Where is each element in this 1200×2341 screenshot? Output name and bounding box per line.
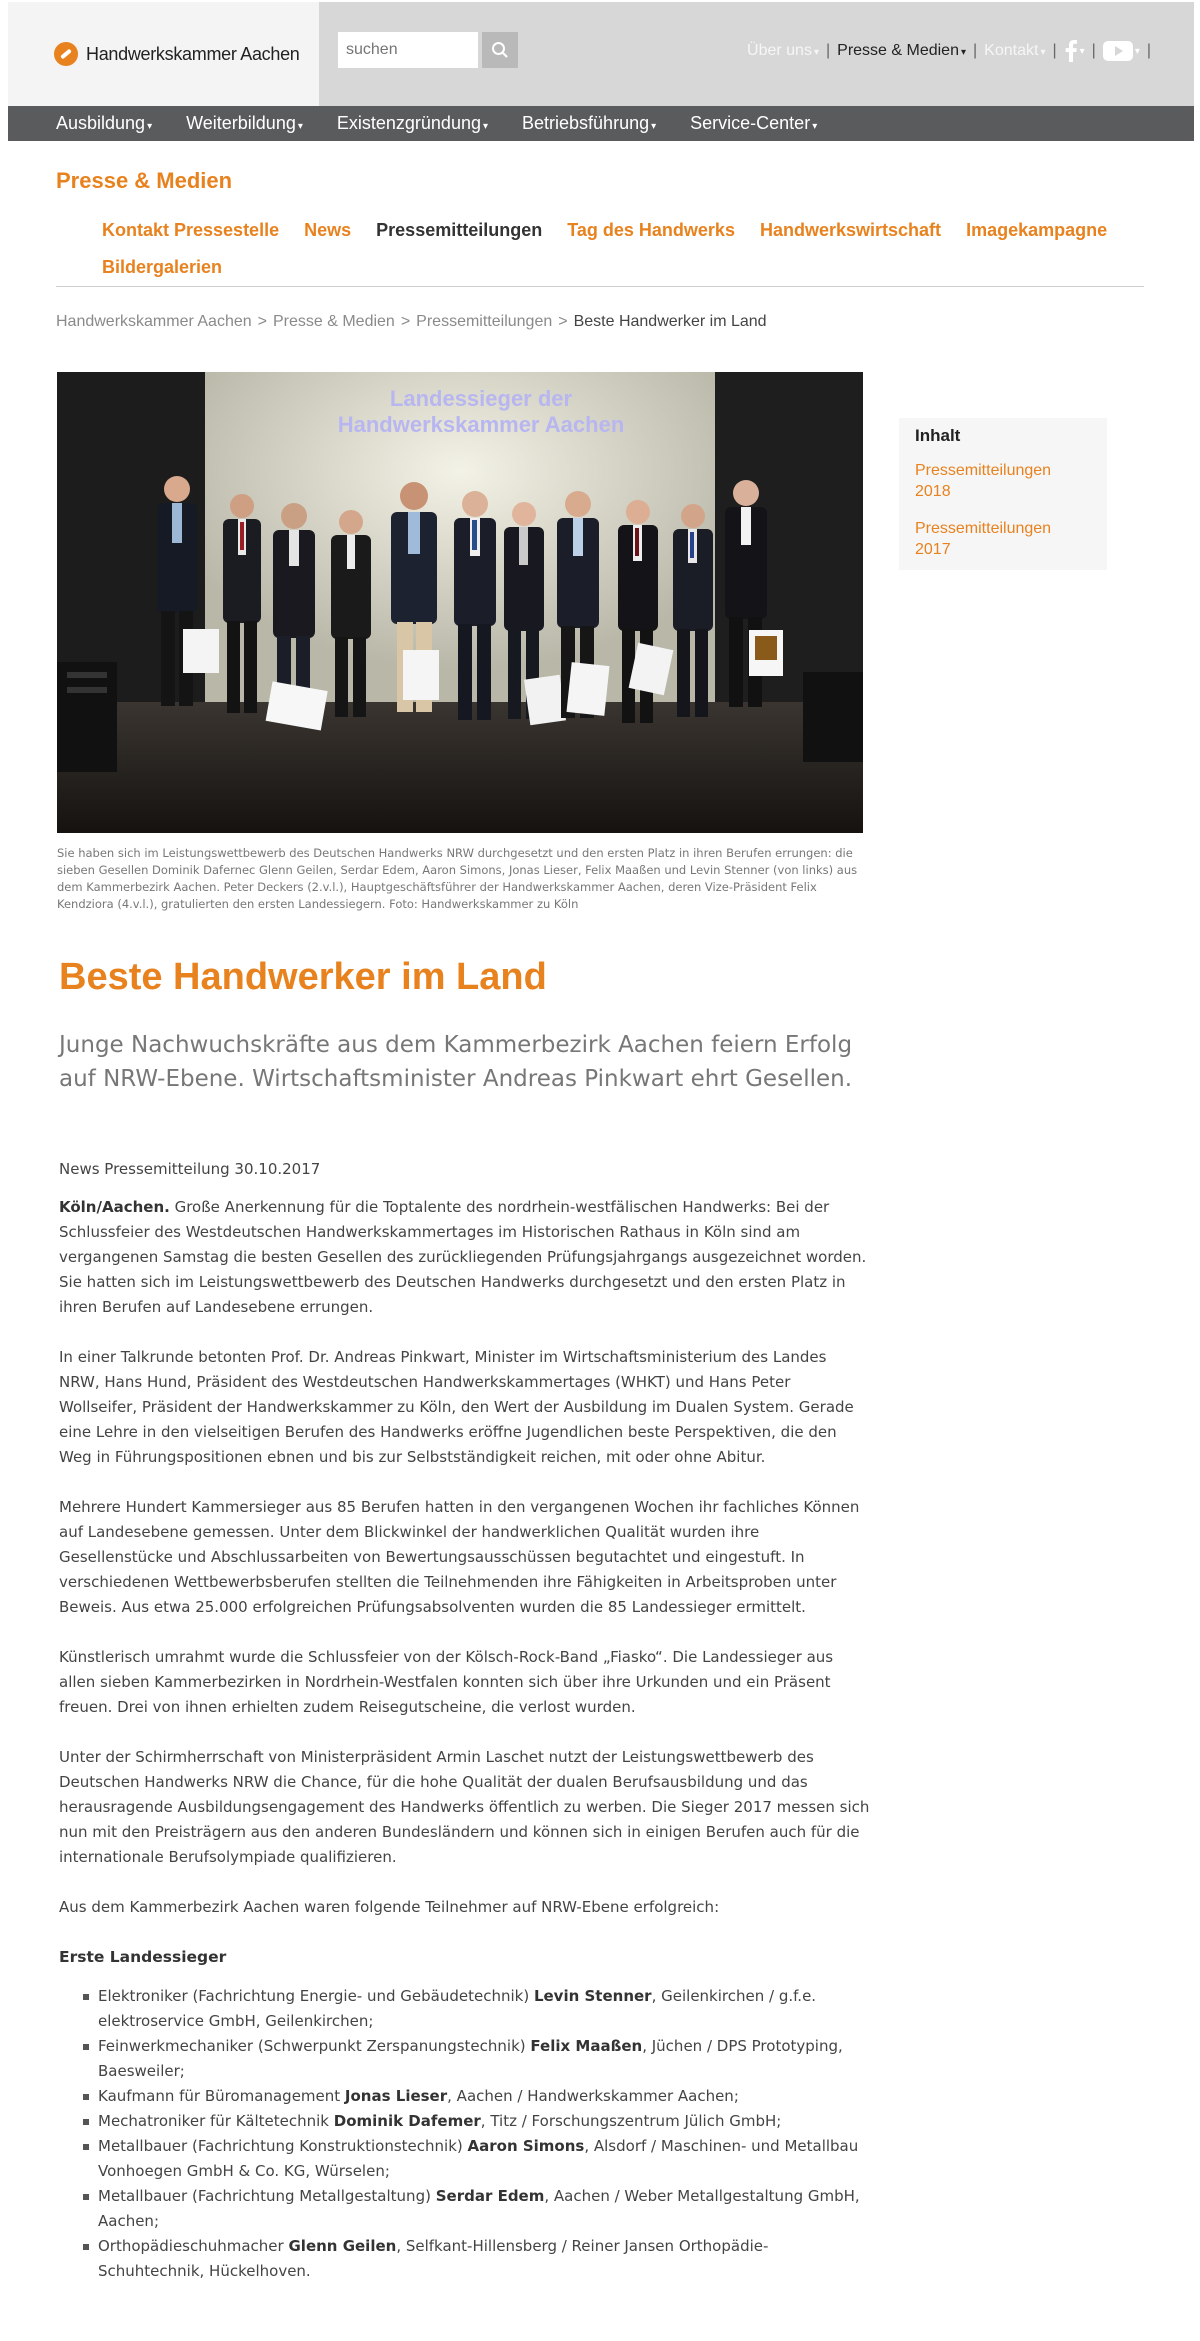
photo-caption: Sie haben sich im Leistungswettbewerb des Deutschen Handwerks NRW durchgesetzt und den ersten Platz in ihren Berufen errungen: die sieben Gesellen Dominik Dafernec Glenn Geilen, Serdar Edem, Aaron Simons, Jonas Lieser, Felix Maaßen und Levin Stenner (von links) aus dem Kammerbezirk Aachen. Peter Deckers (2.v.l.), Hauptgeschäftsführer der Handwerkskammer Aachen, deren Vize-Präsident Felix Kendziora (4.v.l.), gratulierten den ersten Landessiegern. Foto: Handwerkskammer zu Köln — [57, 846, 858, 911]
lead-location: Köln/Aachen. — [59, 1198, 170, 1216]
facebook-link[interactable]: ▾ — [1064, 40, 1085, 62]
sidebar-title: Inhalt — [915, 426, 961, 445]
breadcrumb-current: Beste Handwerker im Land — [573, 313, 767, 330]
section-subnav — [102, 212, 1152, 286]
photo-banner-line2: Handwerkskammer Aachen — [337, 412, 625, 437]
article-headline: Beste Handwerker im Land — [59, 956, 547, 998]
subnav-pressemitteilungen[interactable]: Pressemitteilungen — [376, 220, 543, 240]
subnav-kontakt-pressestelle[interactable]: Kontakt Pressestelle — [102, 220, 280, 240]
winners-list-title: Erste Landessieger — [59, 1948, 227, 1966]
logo-icon — [54, 42, 78, 66]
subnav-tag-des-handwerks[interactable]: Tag des Handwerks — [567, 220, 735, 240]
nav-betriebsfuehrung[interactable]: Betriebsführung ▾ — [522, 113, 657, 133]
subnav-bildergalerien[interactable]: Bildergalerien — [102, 257, 223, 277]
list-item: Feinwerkmechaniker (Schwerpunkt Zerspanungstechnik) Felix Maaßen, Jüchen / DPS Prototyping, Baesweiler; — [59, 2034, 871, 2084]
list-item: Mechatroniker für Kältetechnik Dominik Dafemer, Titz / Forschungszentrum Jülich GmbH; — [59, 2109, 871, 2134]
youtube-link[interactable]: ▾ — [1103, 41, 1140, 61]
breadcrumb-item[interactable]: Presse & Medien — [272, 313, 395, 330]
separator: | — [973, 42, 978, 59]
search-input[interactable] — [338, 32, 478, 68]
sidebar-link-2017[interactable]: Pressemitteilungen 2017 — [915, 520, 1052, 558]
paragraph: Künstlerisch umrahmt wurde die Schlussfeier von der Kölsch-Rock-Band „Fiasko“. Die Landessieger aus allen sieben Kammerbezirken in Nordrhein-Westfalen konnten sich über ihre Urkunden und ein Präsent freuen. Drei von ihnen erhielten zudem Reisegutscheine, die verlost wurden. — [59, 1648, 834, 1716]
logo[interactable] — [8, 2, 319, 106]
nav-ausbildung[interactable]: Ausbildung ▾ — [56, 113, 153, 133]
subnav-news[interactable]: News — [304, 220, 352, 240]
list-item: Kaufmann für Büromanagement Jonas Lieser, Aachen / Handwerkskammer Aachen; — [59, 2084, 871, 2109]
paragraph: Unter der Schirmherrschaft von Ministerpräsident Armin Laschet nutzt der Leistungswettbewerb des Deutschen Handwerks NRW die Chance, für die hohe Qualität der dualen Berufsausbildung und das herausragende Ausbildungsengagement des Handwerks öffentlich zu werben. Die Sieger 2017 messen sich nun mit den Preisträgern aus den anderen Bundesländern und können sich in einigen Berufen auch für die internationale Berufsolympiade qualifizieren. — [59, 1748, 870, 1866]
logo-text: Handwerkskammer Aachen — [86, 43, 300, 64]
top-link-kontakt[interactable]: Kontakt ▾ — [984, 42, 1046, 59]
paragraph: Mehrere Hundert Kammersieger aus 85 Berufen hatten in den vergangenen Wochen ihr fachliches Können auf Landesebene gemessen. Unter dem Blickwinkel der handwerklichen Qualität wurden ihre Gesellenstücke und Abschlussarbeiten von Bewertungsausschüssen begutachtet und eingestuft. In verschiedenen Wettbewerbsberufen stellten die Teilnehmenden ihre Fähigkeiten in Arbeitsproben unter Beweis. Aus etwa 25.000 erfolgreichen Prüfungsabsolventen wurden die 85 Landessieger ermittelt. — [59, 1498, 860, 1616]
breadcrumb-item[interactable]: Handwerkskammer Aachen — [56, 313, 252, 330]
subnav-handwerkswirtschaft[interactable]: Handwerkswirtschaft — [759, 220, 942, 240]
separator: | — [1146, 42, 1151, 59]
paragraph-text: Große Anerkennung für die Toptalente des nordrhein-westfälischen Handwerks: Bei der Schlussfeier des Westdeutschen Handwerkskammertages im Historischen Rathaus in Köln sind am vergangenen Samstag die besten Gesellen des zurückliegenden Prüfungsjahrgangs ausgezeichnet worden. Sie hatten sich im Leistungswettbewerb des Deutschen Handwerks durchgesetzt und den ersten Platz in ihren Berufen auf Landesebene errungen. — [59, 1198, 867, 1316]
winners-list — [59, 1984, 871, 2284]
breadcrumb: Handwerkskammer Aachen > Presse & Medien > Pressemitteilungen > Beste Handwerker im Land — [56, 313, 767, 330]
breadcrumb-item[interactable]: Pressemitteilungen — [416, 313, 553, 330]
list-item: Elektroniker (Fachrichtung Energie- und Gebäudetechnik) Levin Stenner, Geilenkirchen / g.f.e. elektroservice GmbH, Geilenkirchen; — [59, 1984, 871, 2034]
separator: | — [1091, 42, 1096, 59]
paragraph — [59, 1195, 871, 1320]
subnav-imagekampagne[interactable]: Imagekampagne — [966, 220, 1108, 240]
main-navigation — [8, 106, 1194, 141]
search-form — [338, 32, 520, 68]
list-item: Metallbauer (Fachrichtung Metallgestaltung) Serdar Edem, Aachen / Weber Metallgestaltung GmbH, Aachen; — [59, 2184, 871, 2234]
article-body — [59, 1195, 871, 2284]
nav-existenzgruendung[interactable]: Existenzgründung ▾ — [336, 113, 489, 133]
nav-weiterbildung[interactable]: Weiterbildung ▾ — [186, 113, 303, 133]
article-meta: News Pressemitteilung 30.10.2017 — [59, 1160, 321, 1178]
search-icon — [491, 41, 509, 59]
search-button[interactable] — [482, 32, 518, 68]
section-title: Presse & Medien — [56, 168, 233, 193]
list-item: Metallbauer (Fachrichtung Konstruktionstechnik) Aaron Simons, Alsdorf / Maschinen- und Metallbau Vonhoegen GmbH & Co. KG, Würselen; — [59, 2134, 871, 2184]
nav-service-center[interactable]: Service-Center ▾ — [690, 113, 818, 133]
youtube-icon — [1103, 41, 1133, 61]
top-link-ueber-uns[interactable]: Über uns ▾ — [747, 42, 819, 59]
separator: | — [1052, 42, 1057, 59]
divider — [56, 286, 1144, 287]
facebook-icon — [1064, 40, 1078, 62]
paragraph: Aus dem Kammerbezirk Aachen waren folgende Teilnehmer auf NRW-Ebene erfolgreich: — [59, 1898, 720, 1916]
sidebar-contents — [899, 418, 1107, 570]
top-links — [743, 40, 1154, 62]
group-photo-illustration — [57, 372, 863, 833]
top-header — [8, 2, 1194, 106]
list-item: Orthopädieschuhmacher Glenn Geilen, Selfkant-Hillensberg / Reiner Jansen Orthopädie-Schuhtechnik, Hückelhoven. — [59, 2234, 871, 2284]
top-link-presse[interactable]: Presse & Medien ▾ — [837, 42, 967, 59]
article-photo — [57, 372, 863, 833]
article-teaser: Junge Nachwuchskräfte aus dem Kammerbezirk Aachen feiern Erfolg auf NRW-Ebene. Wirtschaftsminister Andreas Pinkwart ehrt Gesellen. — [59, 1032, 853, 1092]
sidebar-link-2018[interactable]: Pressemitteilungen 2018 — [915, 462, 1052, 500]
photo-banner-line1: Landessieger der — [389, 386, 573, 411]
separator: | — [825, 42, 831, 59]
paragraph: In einer Talkrunde betonten Prof. Dr. Andreas Pinkwart, Minister im Wirtschaftsministerium des Landes NRW, Hans Hund, Präsident des Westdeutschen Handwerkskammertages (WHKT) und Hans Peter Wollseifer, Präsident der Handwerkskammer zu Köln, den Wert der Ausbildung im Dualen System. Gerade eine Lehre in den vielseitigen Berufen des Handwerks eröffne Jugendlichen beste Perspektiven, die den Weg in Führungspositionen ebnen und bis zur Selbstständigkeit reichen, mit oder ohne Abitur. — [59, 1348, 854, 1466]
